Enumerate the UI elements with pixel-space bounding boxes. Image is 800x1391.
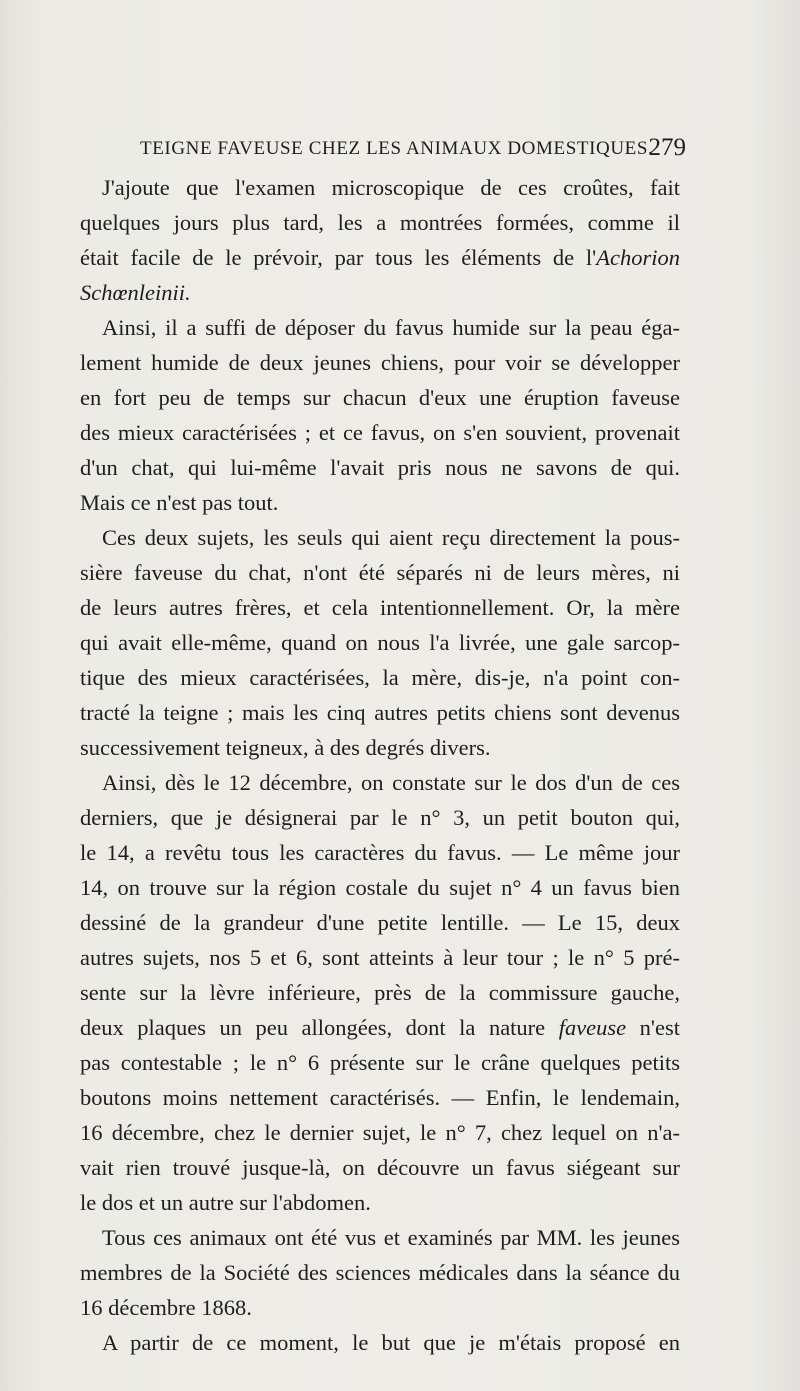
body-text [80,170,680,1360]
text-line: d'un chat, qui lui-même l'avait pris nous ne savons de qui. [80,455,680,480]
text-line: deux plaques un peu allongées, dont la nature faveuse n'est [80,1015,680,1040]
text-line: le dos et un autre sur l'abdomen. [80,1190,371,1215]
text-line: Schœnleinii. [80,280,191,305]
text-line: de leurs autres frères, et cela intentionnellement. Or, la mère [80,595,680,620]
text-line: le 14, a revêtu tous les caractères du favus. — Le même jour [80,840,680,865]
text-line: Ainsi, dès le 12 décembre, on constate sur le dos d'un de ces [102,770,680,795]
text-line: tracté la teigne ; mais les cinq autres petits chiens sont devenus [80,700,680,725]
text-line: sière faveuse du chat, n'ont été séparés ni de leurs mères, ni [80,560,680,585]
text-line: A partir de ce moment, le but que je m'étais proposé en [102,1330,680,1355]
text-line: vait rien trouvé jusque-là, on découvre un favus siégeant sur [80,1155,680,1180]
text-line: successivement teigneux, à des degrés divers. [80,735,491,760]
text-line: Ces deux sujets, les seuls qui aient reçu directement la pous- [102,525,680,550]
text-line: tique des mieux caractérisées, la mère, dis-je, n'a point con- [80,665,680,690]
text-line: 16 décembre 1868. [80,1295,252,1320]
text-line: quelques jours plus tard, les a montrées formées, comme il [80,210,680,235]
text-line: lement humide de deux jeunes chiens, pour voir se développer [80,350,680,375]
text-line: 16 décembre, chez le dernier sujet, le n° 7, chez lequel on n'a- [80,1120,680,1145]
running-title: TEIGNE FAVEUSE CHEZ LES ANIMAUX DOMESTIQUES. [140,138,654,159]
running-head [140,134,686,166]
text-line: pas contestable ; le n° 6 présente sur le crâne quelques petits [80,1050,680,1075]
text-line: des mieux caractérisées ; et ce favus, on s'en souvient, provenait [80,420,680,445]
page-number: 279 [648,134,686,161]
text-line: derniers, que je désignerai par le n° 3, un petit bouton qui, [80,805,680,830]
text-line: sente sur la lèvre inférieure, près de la commissure gauche, [80,980,680,1005]
text-line: membres de la Société des sciences médicales dans la séance du [80,1260,680,1285]
text-line: Mais ce n'est pas tout. [80,490,279,515]
text-line: J'ajoute que l'examen microscopique de ces croûtes, fait [102,175,680,200]
text-line: 14, on trouve sur la région costale du sujet n° 4 un favus bien [80,875,680,900]
text-line: Tous ces animaux ont été vus et examinés par MM. les jeunes [102,1225,680,1250]
text-line: Ainsi, il a suffi de déposer du favus humide sur la peau éga- [102,315,680,340]
text-line: autres sujets, nos 5 et 6, sont atteints à leur tour ; le n° 5 pré- [80,945,680,970]
text-line: en fort peu de temps sur chacun d'eux une éruption faveuse [80,385,680,410]
text-line: boutons moins nettement caractérisés. — Enfin, le lendemain, [80,1085,680,1110]
text-line: était facile de le prévoir, par tous les éléments de l'Achorion [80,245,680,270]
text-line: qui avait elle-même, quand on nous l'a livrée, une gale sarcop- [80,630,680,655]
text-line: dessiné de la grandeur d'une petite lentille. — Le 15, deux [80,910,680,935]
